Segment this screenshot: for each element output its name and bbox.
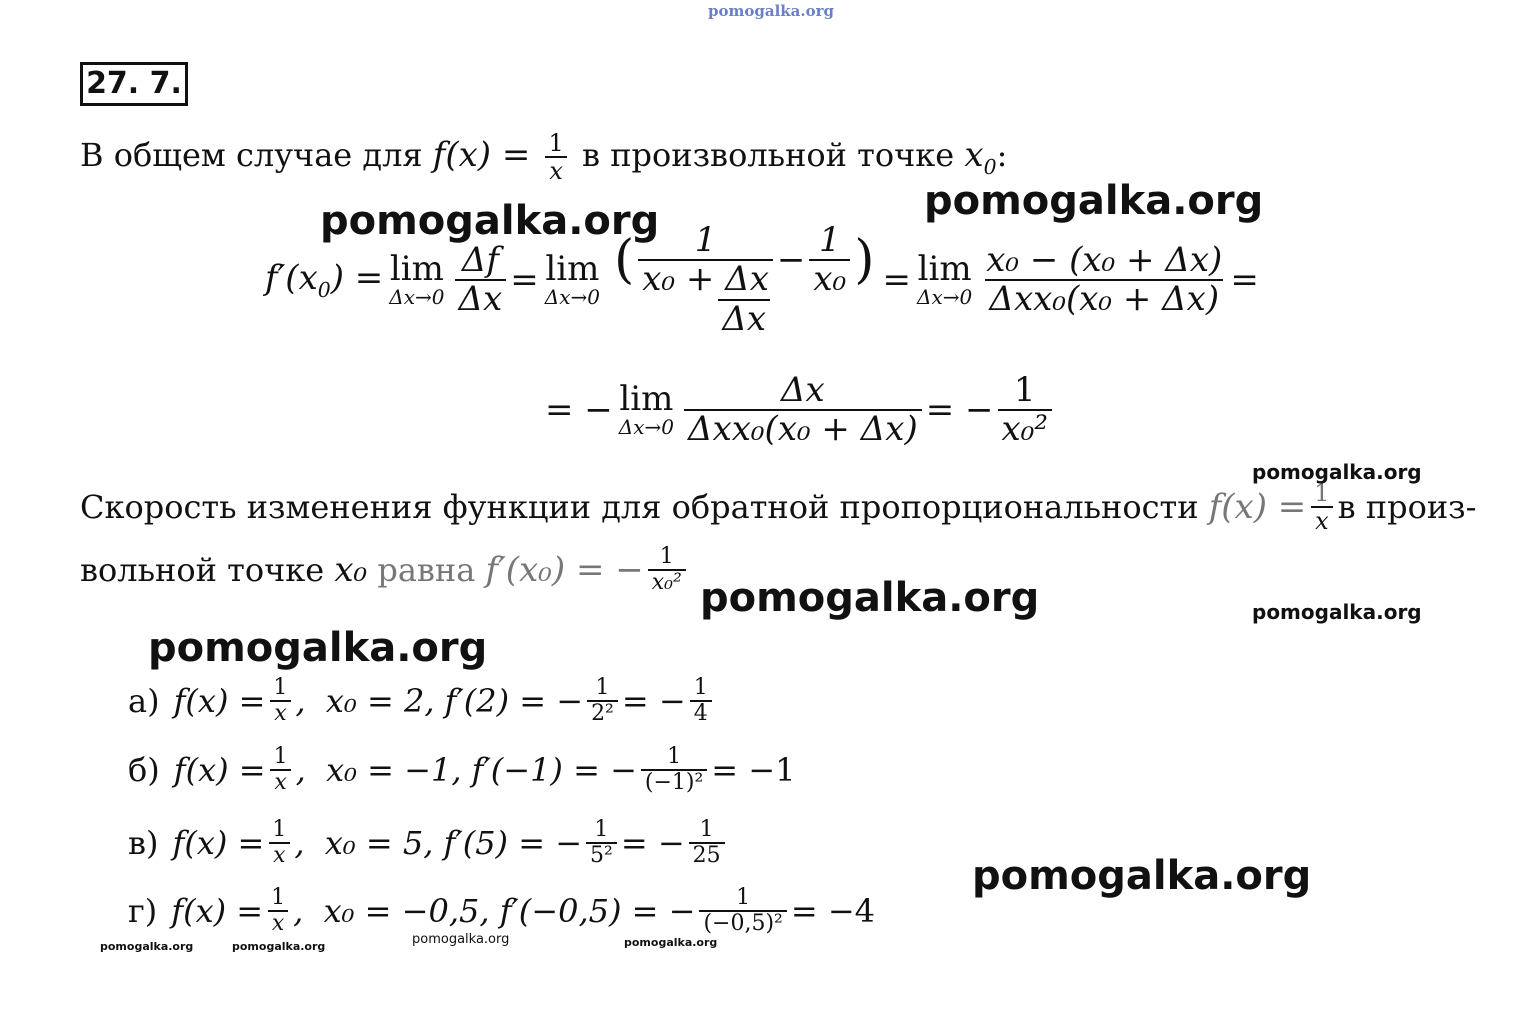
deriv-lhs: $f'(x_0)$ =	[265, 258, 384, 302]
lim-3: lim Δx→0	[917, 249, 973, 309]
item-b: б) f(x) = $\frac{1}{x}$ , x₀ = −1, f′(−1) = − $\frac{1}{\text{(−1)²}}$ = −1	[128, 744, 796, 796]
derivation-line-1: $f'(x_0)$ = lim Δx→0 $\frac{\Delta f}{\Delta x}$ = lim Δx→0 ( $\frac{1}{\text{x₀ + Δx}}$ − $\frac{1}{\text{x₀}}$ ) Δx = lim Δx→0 $\frac{\text{x₀ − (x₀ + Δx)}}{\text{Δxx₀(x₀ + Δx)}}$ =	[265, 219, 1259, 339]
frac-result: $\frac{1}{\text{x₀²}}$	[998, 372, 1052, 449]
header-site-link[interactable]: pomogalka.org	[708, 2, 835, 20]
intro-text-after: в произвольной точке	[582, 135, 955, 174]
item-c: в) f(x) = $\frac{1}{x}$ , x₀ = 5, f′(5) = − $\frac{1}{\text{5²}}$ = − $\frac{1}{25}$	[128, 818, 729, 868]
lim-1: lim Δx→0	[389, 249, 445, 309]
watermark: pomogalka.org	[1252, 460, 1422, 484]
watermark: pomogalka.org	[100, 940, 194, 953]
watermark: pomogalka.org	[924, 178, 1264, 224]
conclusion-line-1: Скорость изменения функции для обратной пропорциональности f(x) = $\frac{1}{x}$ в произ-	[80, 479, 1477, 536]
lim-4: lim Δx→0	[618, 379, 675, 439]
derivation-line-2: = − lim Δx→0 $\frac{\Delta x}{\text{Δxx₀(x₀ + Δx)}}$ = − $\frac{1}{\text{x₀²}}$	[545, 360, 1056, 460]
problem-number: 27. 7.	[80, 62, 188, 106]
frac-df-dx: $\frac{\Delta f}{\Delta x}$	[455, 242, 507, 319]
watermark: pomogalka.org	[148, 625, 488, 671]
watermark: pomogalka.org	[320, 198, 660, 244]
intro-text-before: В общем случае для	[80, 135, 423, 174]
watermark: pomogalka.org	[972, 853, 1312, 899]
watermark: pomogalka.org	[1252, 600, 1422, 624]
frac-line2: $\frac{\Delta x}{\text{Δxx₀(x₀ + Δx)}}$	[684, 372, 922, 449]
item-d: г) f(x) = $\frac{1}{x}$ , x₀ = −0,5, f′(−0,5) = − $\frac{1}{\text{(−0,5)²}}$ = −4	[128, 885, 875, 937]
watermark: pomogalka.org	[700, 575, 1040, 621]
frac-big: ( $\frac{1}{\text{x₀ + Δx}}$ − $\frac{1}{\text{x₀}}$ ) Δx	[613, 219, 875, 339]
watermark: pomogalka.org	[624, 936, 718, 949]
intro-frac-num: 1	[548, 129, 564, 157]
conclusion-line-2: вольной точке x₀ равна f′(x₀) = − $\frac{1}{\text{x₀²}}$	[80, 545, 690, 595]
intro-line: В общем случае для f(x) = $\frac{1}{x}$ в произвольной точке $x_0$:	[80, 129, 1008, 186]
lim-2: lim Δx→0	[544, 249, 600, 309]
watermark: pomogalka.org	[412, 932, 510, 947]
item-a: а) f(x) = $\frac{1}{x}$ , x₀ = 2, f′(2) = − $\frac{1}{\text{2²}}$ = − $\frac{1}{4}$	[128, 676, 716, 726]
intro-point: $x_0$	[964, 134, 997, 179]
frac-expanded: $\frac{\text{x₀ − (x₀ + Δx)}}{\text{Δxx₀(x₀ + Δx)}}$	[986, 239, 1223, 319]
intro-frac-den: x	[545, 156, 567, 184]
intro-func: f(x) =	[432, 134, 531, 175]
watermark: pomogalka.org	[232, 940, 326, 953]
intro-fraction	[545, 130, 568, 185]
